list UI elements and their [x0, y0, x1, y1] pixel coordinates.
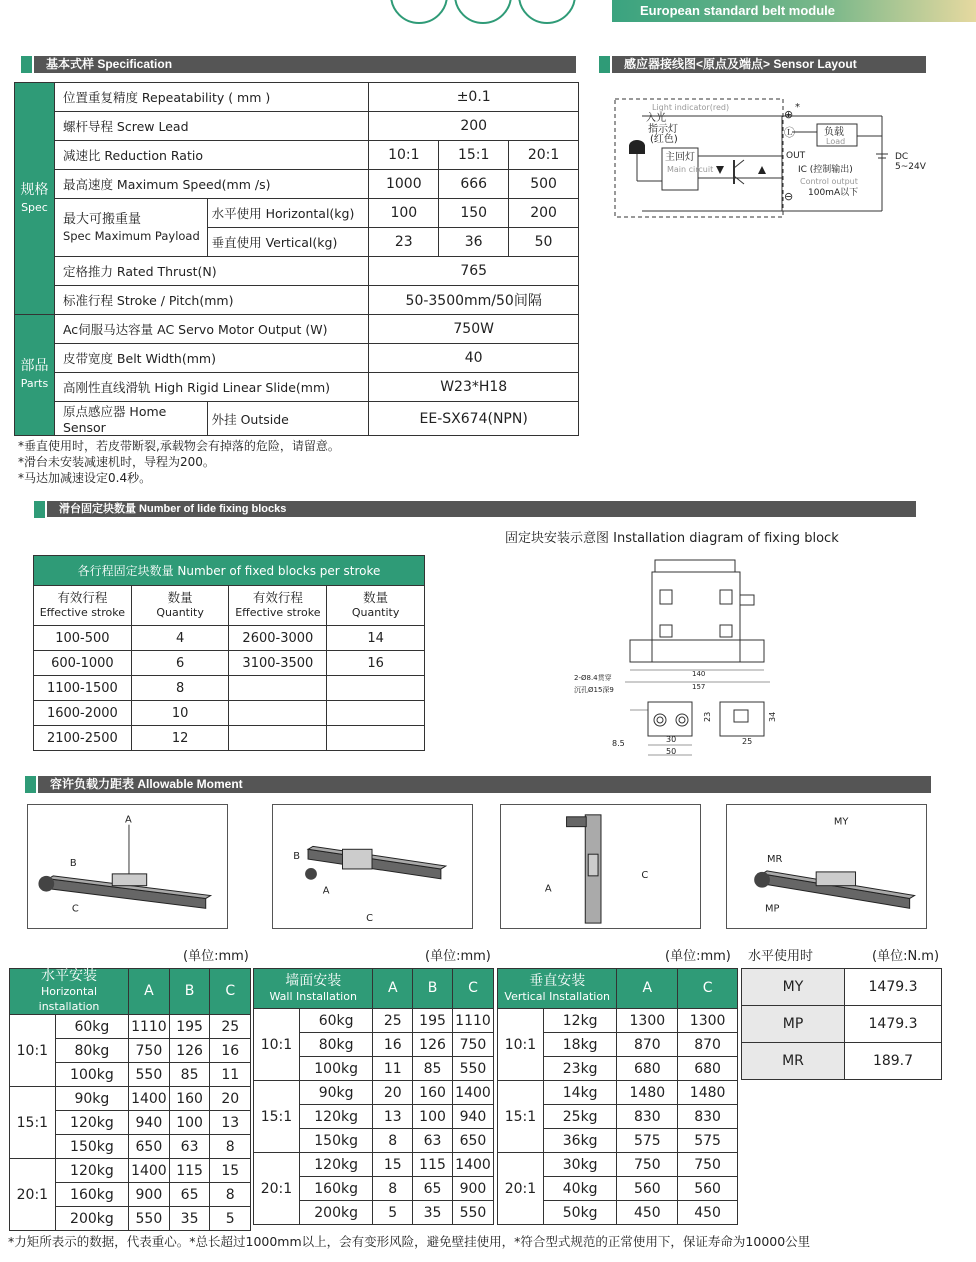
table-row: 36kg 575 575 [498, 1129, 738, 1153]
spec-table [14, 82, 579, 436]
spec-label: 定格推力 Rated Thrust(N) [54, 257, 368, 286]
unit-label: (单位:mm) [425, 949, 491, 964]
table-row: 15:1 14kg 1480 1480 [498, 1081, 738, 1105]
table-row: 1600-2000 10 [34, 701, 425, 726]
dim-30: 30 [666, 735, 677, 744]
dim-157: 157 [692, 683, 706, 691]
label-light-cn: 指示灯 [648, 124, 678, 135]
dim-8-5: 8.5 [612, 739, 625, 748]
unit-label: (单位:mm) [183, 949, 249, 964]
table-row: 100kg 550 85 11 [10, 1063, 251, 1087]
label-ic-cn: IC (控制输出) [798, 165, 853, 175]
dim-25: 25 [742, 737, 753, 746]
label-ic-en: Control output [800, 177, 858, 186]
table-row: 20:1 120kg 1400 115 15 [10, 1159, 251, 1183]
spec-label: 高刚性直线滑轨 High Rigid Linear Slide(mm) [54, 373, 368, 402]
spec-value: 200 [369, 112, 579, 141]
spec-value: 100 [369, 199, 439, 228]
label-load-cn: 负载 [824, 127, 844, 138]
fig-label-c: C [366, 913, 373, 925]
spec-value: 50 [509, 228, 579, 257]
spec-group-label: 规格 Spec [15, 83, 55, 315]
label-ic-limit: 100mA以下 [808, 188, 859, 198]
fig-label-b: B [293, 851, 301, 863]
spec-value: ±0.1 [369, 83, 579, 112]
table-row: 25kg 830 830 [498, 1105, 738, 1129]
label-light-cn: 入光 [646, 113, 666, 124]
spec-label: 皮带宽度 Belt Width(mm) [54, 344, 368, 373]
table-row: 23kg 680 680 [498, 1057, 738, 1081]
banner-title: European standard belt module [640, 3, 836, 18]
fig-label-a: A [544, 883, 552, 895]
spec-label: 最大可搬重量 Spec Maximum Payload [54, 199, 207, 257]
moment-fig-wall [272, 804, 473, 929]
spec-value: 765 [369, 257, 579, 286]
label-dc: DC [895, 152, 909, 162]
col-header: 有效行程 Effective stroke [229, 586, 327, 626]
terminal-plus-icon: ⊕ [784, 108, 794, 121]
fixing-blocks-table [33, 555, 425, 751]
moment-fig-vertical [500, 804, 701, 929]
section-sensor-title: 感应器接线图<原点及端点> Sensor Layout [624, 57, 857, 71]
decor-circle [390, 0, 448, 24]
spec-value: 40 [369, 344, 579, 373]
fig-label-b: B [69, 858, 77, 870]
table-row: 160kg 900 65 8 [10, 1183, 251, 1207]
spec-label: 原点感应器 Home Sensor [54, 402, 207, 436]
parts-group-label: 部品 Parts [15, 315, 55, 436]
moment-fig-rotation [726, 804, 927, 929]
table-row: 600-1000 6 3100-3500 16 [34, 651, 425, 676]
dim-hole2: 沉孔Ø15深9 [574, 686, 614, 694]
table-row: 1100-1500 8 [34, 676, 425, 701]
table-row: 80kg 750 126 16 [10, 1039, 251, 1063]
table-row: 15:1 90kg 20 160 1400 [254, 1081, 494, 1105]
fixing-block-drawing [570, 550, 790, 765]
label-load-en: Load [826, 137, 846, 146]
spec-label: 减速比 Reduction Ratio [54, 141, 368, 170]
dim-50: 50 [666, 747, 677, 756]
table-row: 50kg 450 450 [498, 1201, 738, 1225]
spec-sublabel: 外挂 Outside [207, 402, 369, 436]
label-dc-v: 5~24V [895, 162, 926, 172]
table-row: 20:1 30kg 750 750 [498, 1153, 738, 1177]
spec-value: 10:1 [369, 141, 439, 170]
section-blocks-title: 滑台固定块数量 Number of lide fixing blocks [59, 503, 287, 515]
table-row: 100kg 11 85 550 [254, 1057, 494, 1081]
moment-table-wall: 墙面安装 Wall Installation A B C 10:1 60kg 25 195 1110 80kg 16 126 750 100kg 11 85 550 15:1 90kg 20 160 1400 120kg 13 100 940 150kg 8 63 650 20:1 120kg 15 115 1400 160kg 8 65 900 200kg 5 35 550 [253, 968, 494, 1225]
spec-notes [18, 438, 340, 486]
spec-label: 标准行程 Stroke / Pitch(mm) [54, 286, 368, 315]
fig-label-mp: MP [765, 903, 780, 915]
section-spec [34, 56, 576, 73]
terminal-minus-icon: ⊖ [784, 190, 794, 203]
label-out: OUT [786, 151, 806, 161]
col-header: 数量 Quantity [327, 586, 425, 626]
col-header: 有效行程 Effective stroke [34, 586, 132, 626]
fig-label-my: MY [833, 816, 849, 828]
dim-34: 34 [768, 711, 777, 722]
table-row: 40kg 560 560 [498, 1177, 738, 1201]
fig-label-c: C [71, 903, 79, 915]
section-moment [38, 776, 931, 793]
spec-value: W23*H18 [369, 373, 579, 402]
section-moment-title: 容许负载力距表 Allowable Moment [50, 777, 243, 791]
moment-table-vertical: 垂直安装 Vertical Installation A C 10:1 12kg 1300 1300 18kg 870 870 23kg 680 680 15:1 14kg 1480 1480 25kg 830 830 36kg 575 575 20:1 30kg 750 750 40kg 560 560 50kg 450 450 [497, 968, 738, 1225]
section-blocks [47, 501, 916, 517]
label-main-cn: 主回灯 [665, 152, 695, 163]
table-header: 水平安装 Horizontal installation [10, 969, 129, 1015]
table-row: 80kg 16 126 750 [254, 1033, 494, 1057]
spec-value: 20:1 [509, 141, 579, 170]
table-row: 10:1 12kg 1300 1300 [498, 1009, 738, 1033]
fig-label-mr: MR [766, 854, 783, 866]
moment-table-horizontal: 水平安装 Horizontal installation A B C 10:1 60kg 1110 195 25 80kg 750 126 16 100kg 550 85 11 15:1 90kg 1400 160 20 120kg 940 100 13 150kg 650 63 8 20:1 120kg 1400 115 15 160kg 900 65 8 200kg 550 35 5 [9, 968, 251, 1231]
spec-value: 15:1 [439, 141, 509, 170]
dim-140: 140 [692, 670, 706, 678]
table-row: 150kg 650 63 8 [10, 1135, 251, 1159]
table-row: 120kg 13 100 940 [254, 1105, 494, 1129]
label-star: * [795, 102, 800, 113]
fig-label-a: A [322, 885, 330, 897]
horizontal-use-label: 水平使用时 [748, 949, 814, 964]
note: *滑台未安装减速机时，导程为200。 [18, 455, 215, 469]
fig-label-a: A [125, 814, 132, 826]
sensor-wiring-diagram [612, 96, 932, 221]
spec-value: 23 [369, 228, 439, 257]
table-row: 18kg 870 870 [498, 1033, 738, 1057]
unit-label: (单位:mm) [665, 949, 731, 964]
spec-value: 666 [439, 170, 509, 199]
note: *垂直使用时，若皮带断裂,承载物会有掉落的危险，请留意。 [18, 439, 340, 453]
table-row: 10:1 60kg 1110 195 25 [10, 1015, 251, 1039]
footnote: *力矩所表示的数据，代表重心。*总长超过1000mm以上，会有变形风险，避免壁挂使用，*符合型式规范的正常使用下，保证寿命为10000公里 [8, 1234, 811, 1249]
blocks-title: 各行程固定块数量 Number of fixed blocks per stroke [34, 556, 425, 586]
table-row: MR 189.7 [742, 1043, 942, 1080]
terminal-l-icon: Ⓛ [784, 126, 795, 139]
spec-value: 36 [439, 228, 509, 257]
table-row: 15:1 90kg 1400 160 20 [10, 1087, 251, 1111]
dim-23: 23 [703, 711, 712, 722]
section-sensor [612, 56, 926, 73]
dim-hole1: 2-Ø8.4贯穿 [574, 674, 612, 682]
table-row: 150kg 8 63 650 [254, 1129, 494, 1153]
table-row: 20:1 120kg 15 115 1400 [254, 1153, 494, 1177]
spec-label: 最高速度 Maximum Speed(mm /s) [54, 170, 368, 199]
spec-value: EE-SX674(NPN) [369, 402, 579, 436]
spec-label: 螺杆导程 Screw Lead [54, 112, 368, 141]
spec-label: Ac伺服马达容量 AC Servo Motor Output (W) [54, 315, 368, 344]
label-main-en: Main circuit [667, 165, 714, 174]
moment-fig-horizontal [27, 804, 228, 929]
block-diagram-title: 固定块安装示意图 Installation diagram of fixing block [505, 531, 839, 546]
table-row: MY 1479.3 [742, 969, 942, 1006]
table-row: 2100-2500 12 [34, 726, 425, 751]
spec-value: 50-3500mm/50间隔 [369, 286, 579, 315]
section-spec-title: 基本式样 Specification [46, 57, 173, 71]
col-header: 数量 Quantity [131, 586, 229, 626]
fig-label-c: C [641, 869, 649, 881]
decor-circle [454, 0, 512, 24]
spec-value: 200 [509, 199, 579, 228]
spec-value: 500 [509, 170, 579, 199]
top-banner [612, 0, 976, 22]
note: *马达加减速设定0.4秒。 [18, 471, 152, 485]
table-row: 120kg 940 100 13 [10, 1111, 251, 1135]
spec-value: 750W [369, 315, 579, 344]
spec-label: 位置重复精度 Repeatability ( mm ) [54, 83, 368, 112]
decor-circle [518, 0, 576, 24]
spec-sublabel: 水平使用 Horizontal(kg) [207, 199, 369, 228]
table-row: 160kg 8 65 900 [254, 1177, 494, 1201]
table-row: 200kg 550 35 5 [10, 1207, 251, 1231]
table-row: 10:1 60kg 25 195 1110 [254, 1009, 494, 1033]
table-row: 200kg 5 35 550 [254, 1201, 494, 1225]
label-light-en: Light indicator(red) [652, 103, 730, 112]
unit-label: (单位:N.m) [872, 949, 940, 964]
label-light-cn: (红色) [650, 134, 678, 145]
table-row: 100-500 4 2600-3000 14 [34, 626, 425, 651]
table-row: MP 1479.3 [742, 1006, 942, 1043]
spec-value: 150 [439, 199, 509, 228]
spec-sublabel: 垂直使用 Vertical(kg) [207, 228, 369, 257]
table-header: 墙面安装 Wall Installation [254, 969, 373, 1009]
moment-limit-table [741, 968, 942, 1080]
table-header: 垂直安装 Vertical Installation [498, 969, 617, 1009]
spec-value: 1000 [369, 170, 439, 199]
